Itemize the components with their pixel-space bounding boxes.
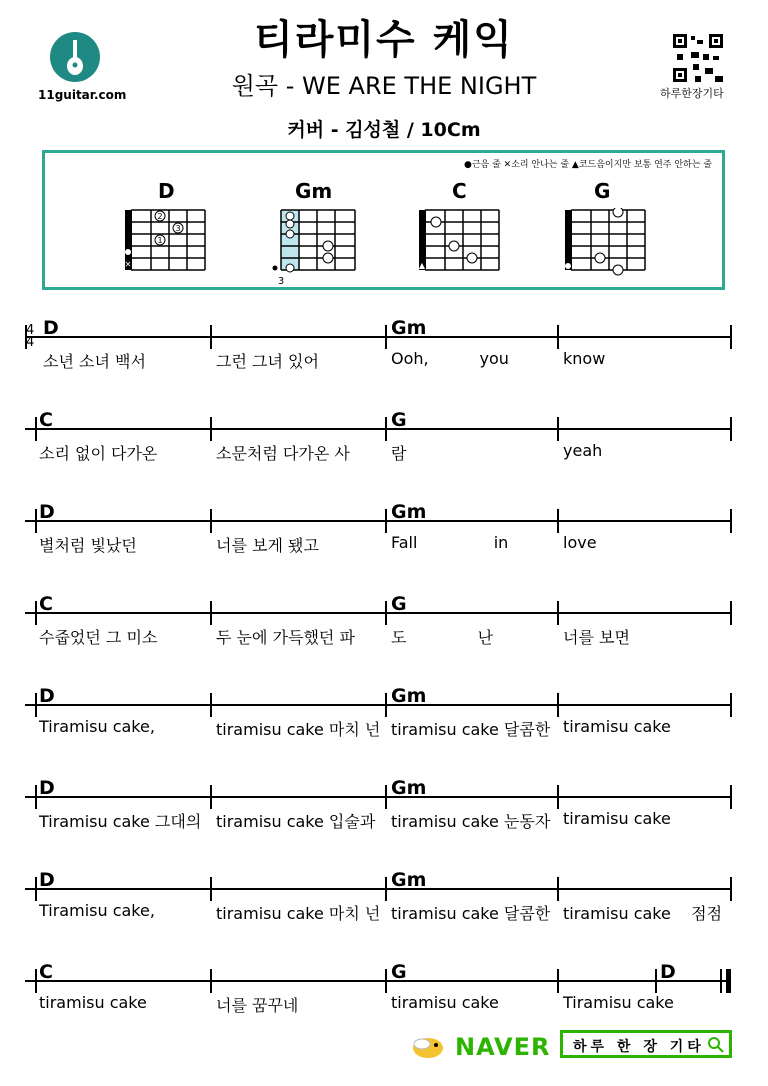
lyric-text: tiramisu cake: [563, 717, 671, 736]
chord-diagram-d: [121, 208, 211, 276]
chord-symbol: D: [39, 685, 55, 707]
barline: [557, 785, 559, 809]
staff-line: [25, 796, 731, 798]
barline: [210, 601, 212, 625]
chord-name-gm: Gm: [295, 179, 333, 203]
barline: [557, 417, 559, 441]
chord-symbol: Gm: [391, 501, 427, 523]
svg-text:1: 1: [157, 236, 163, 245]
qr-code-icon[interactable]: [673, 34, 723, 82]
search-icon[interactable]: [707, 1036, 725, 1054]
barline: [730, 417, 732, 441]
lyric-text: know: [563, 349, 606, 368]
lyric-text: tiramisu cake: [391, 993, 499, 1012]
lyric-text: tiramisu cake: [563, 809, 671, 828]
cover-artist: 커버 - 김성철 / 10Cm: [287, 119, 481, 141]
lyric-text: yeah: [563, 441, 603, 460]
svg-text:✕: ✕: [124, 260, 132, 269]
chord-diagram-c: [415, 208, 505, 276]
chord-symbol: C: [39, 593, 53, 615]
staff-row: [25, 317, 731, 385]
chord-legend: ●근음 줄 ✕소리 안나는 줄 ▲코드음이지만 보통 연주 안하는 줄: [463, 160, 712, 170]
barline: [35, 785, 37, 809]
chord-name-g: G: [594, 179, 611, 203]
lyric-text: Ooh, you: [391, 349, 509, 368]
barline: [730, 785, 732, 809]
staff-line: [25, 612, 731, 614]
lyric-text: love: [563, 533, 597, 552]
barline: [210, 785, 212, 809]
chord-symbol: Gm: [391, 869, 427, 891]
gm-fret-label: 3: [277, 276, 285, 287]
barline: [557, 969, 559, 993]
staff-line: [25, 520, 731, 522]
barline: [557, 325, 559, 349]
barline: [557, 693, 559, 717]
barline: [210, 877, 212, 901]
lyric-text: Tiramisu cake,: [39, 717, 155, 736]
chord-symbol: D: [39, 777, 55, 799]
staff-row: [25, 777, 731, 845]
barline: [35, 877, 37, 901]
lyric-text: tiramisu cake 마치 넌: [216, 904, 381, 923]
lyric-text: tiramisu cake: [39, 993, 147, 1012]
staff-row: [25, 593, 731, 661]
barline: [35, 969, 37, 993]
svg-text:▲: ▲: [418, 261, 426, 270]
barline: [730, 601, 732, 625]
lyric-text: tiramisu cake 달콤한: [391, 904, 551, 923]
barline: [35, 417, 37, 441]
lyric-text: 람: [391, 444, 407, 463]
staff-line: [25, 980, 731, 982]
barline: [385, 325, 387, 349]
chord-diagram-gm: [271, 208, 361, 288]
naver-logo[interactable]: NAVER: [455, 1033, 551, 1061]
barline: [385, 693, 387, 717]
barline: [655, 969, 657, 993]
staff-line: [25, 704, 731, 706]
search-text: 하루 한 장 기타: [573, 1039, 705, 1055]
staff-line: [25, 888, 731, 890]
chord-symbol: D: [39, 869, 55, 891]
svg-text:3: 3: [175, 224, 181, 233]
barline: [385, 601, 387, 625]
song-title: 티라미수 케익: [254, 17, 514, 63]
barline: [730, 325, 732, 349]
barline: [385, 785, 387, 809]
chord-symbol: Gm: [391, 777, 427, 799]
chord-symbol: D: [43, 317, 59, 339]
lyric-text: Tiramisu cake: [563, 993, 674, 1012]
lyric-text: 너를 보게 됐고: [216, 536, 319, 555]
barline: [730, 877, 732, 901]
lyric-text: 소년 소녀 백서: [43, 352, 146, 371]
barline: [557, 877, 559, 901]
lyric-text: 별처럼 빛났던: [39, 536, 137, 555]
original-song: 원곡 - WE ARE THE NIGHT: [231, 72, 537, 100]
chord-symbol-end: D: [660, 961, 676, 983]
barline: [730, 509, 732, 533]
chord-name-c: C: [452, 179, 467, 203]
barline: [720, 969, 722, 993]
naver-bird-icon: [408, 1030, 446, 1060]
staff-row: [25, 409, 731, 477]
barline: [35, 509, 37, 533]
barline: [730, 693, 732, 717]
lyric-text: 너를 보면: [563, 628, 630, 647]
lyric-text: Tiramisu cake,: [39, 901, 155, 920]
lyric-text: 너를 꿈꾸네: [216, 996, 299, 1015]
barline: [35, 693, 37, 717]
staff-line: [25, 428, 731, 430]
lyric-text: tiramisu cake 달콤한: [391, 720, 551, 739]
barline: [385, 969, 387, 993]
lyric-text: 소문처럼 다가온 사: [216, 444, 350, 463]
lyric-text: tiramisu cake 입술과: [216, 812, 376, 831]
staff-line: [25, 336, 731, 338]
barline: [557, 509, 559, 533]
lyric-text: 소리 없이 다가온: [39, 444, 158, 463]
time-signature-bottom: 4: [26, 335, 35, 350]
chord-name-d: D: [158, 179, 175, 203]
staff-row: [25, 685, 731, 753]
barline: [210, 509, 212, 533]
chord-symbol: G: [391, 961, 407, 983]
staff-row: [25, 869, 731, 937]
chord-symbol: C: [39, 409, 53, 431]
barline: [35, 601, 37, 625]
staff-row: [25, 501, 731, 569]
qr-label: 하루한장기타: [660, 87, 724, 100]
barline: [210, 325, 212, 349]
lyric-text: tiramisu cake 눈동자: [391, 812, 551, 831]
lyric-text: 수줍었던 그 미소: [39, 628, 158, 647]
barline: [210, 693, 212, 717]
lyric-text: tiramisu cake 점점: [563, 904, 723, 923]
lyric-text: tiramisu cake 마치 넌: [216, 720, 381, 739]
lyric-text: Tiramisu cake 그대의: [39, 812, 202, 831]
chord-symbol: C: [39, 961, 53, 983]
chord-symbol: D: [39, 501, 55, 523]
chord-symbol: Gm: [391, 317, 427, 339]
chord-symbol: Gm: [391, 685, 427, 707]
chord-symbol: G: [391, 593, 407, 615]
lyric-text: 그런 그녀 있어: [216, 352, 319, 371]
chord-diagram-g: [561, 208, 651, 276]
lyric-text: 도 난: [391, 628, 494, 647]
barline: [210, 969, 212, 993]
search-box[interactable]: [560, 1030, 732, 1058]
barline: [385, 509, 387, 533]
staff-row: [25, 961, 731, 1029]
svg-text:2: 2: [157, 212, 163, 221]
barline: [385, 877, 387, 901]
lyric-text: 두 눈에 가득했던 파: [216, 628, 355, 647]
chord-diagram-box: [42, 150, 725, 290]
lyric-text: Fall in: [391, 533, 509, 552]
barline: [557, 601, 559, 625]
barline: [385, 417, 387, 441]
final-barline: [726, 969, 731, 993]
time-signature: [26, 325, 34, 349]
time-signature-top: 4: [26, 323, 35, 338]
chord-symbol: G: [391, 409, 407, 431]
barline: [210, 417, 212, 441]
site-logo-text[interactable]: 11guitar.com: [38, 88, 127, 102]
